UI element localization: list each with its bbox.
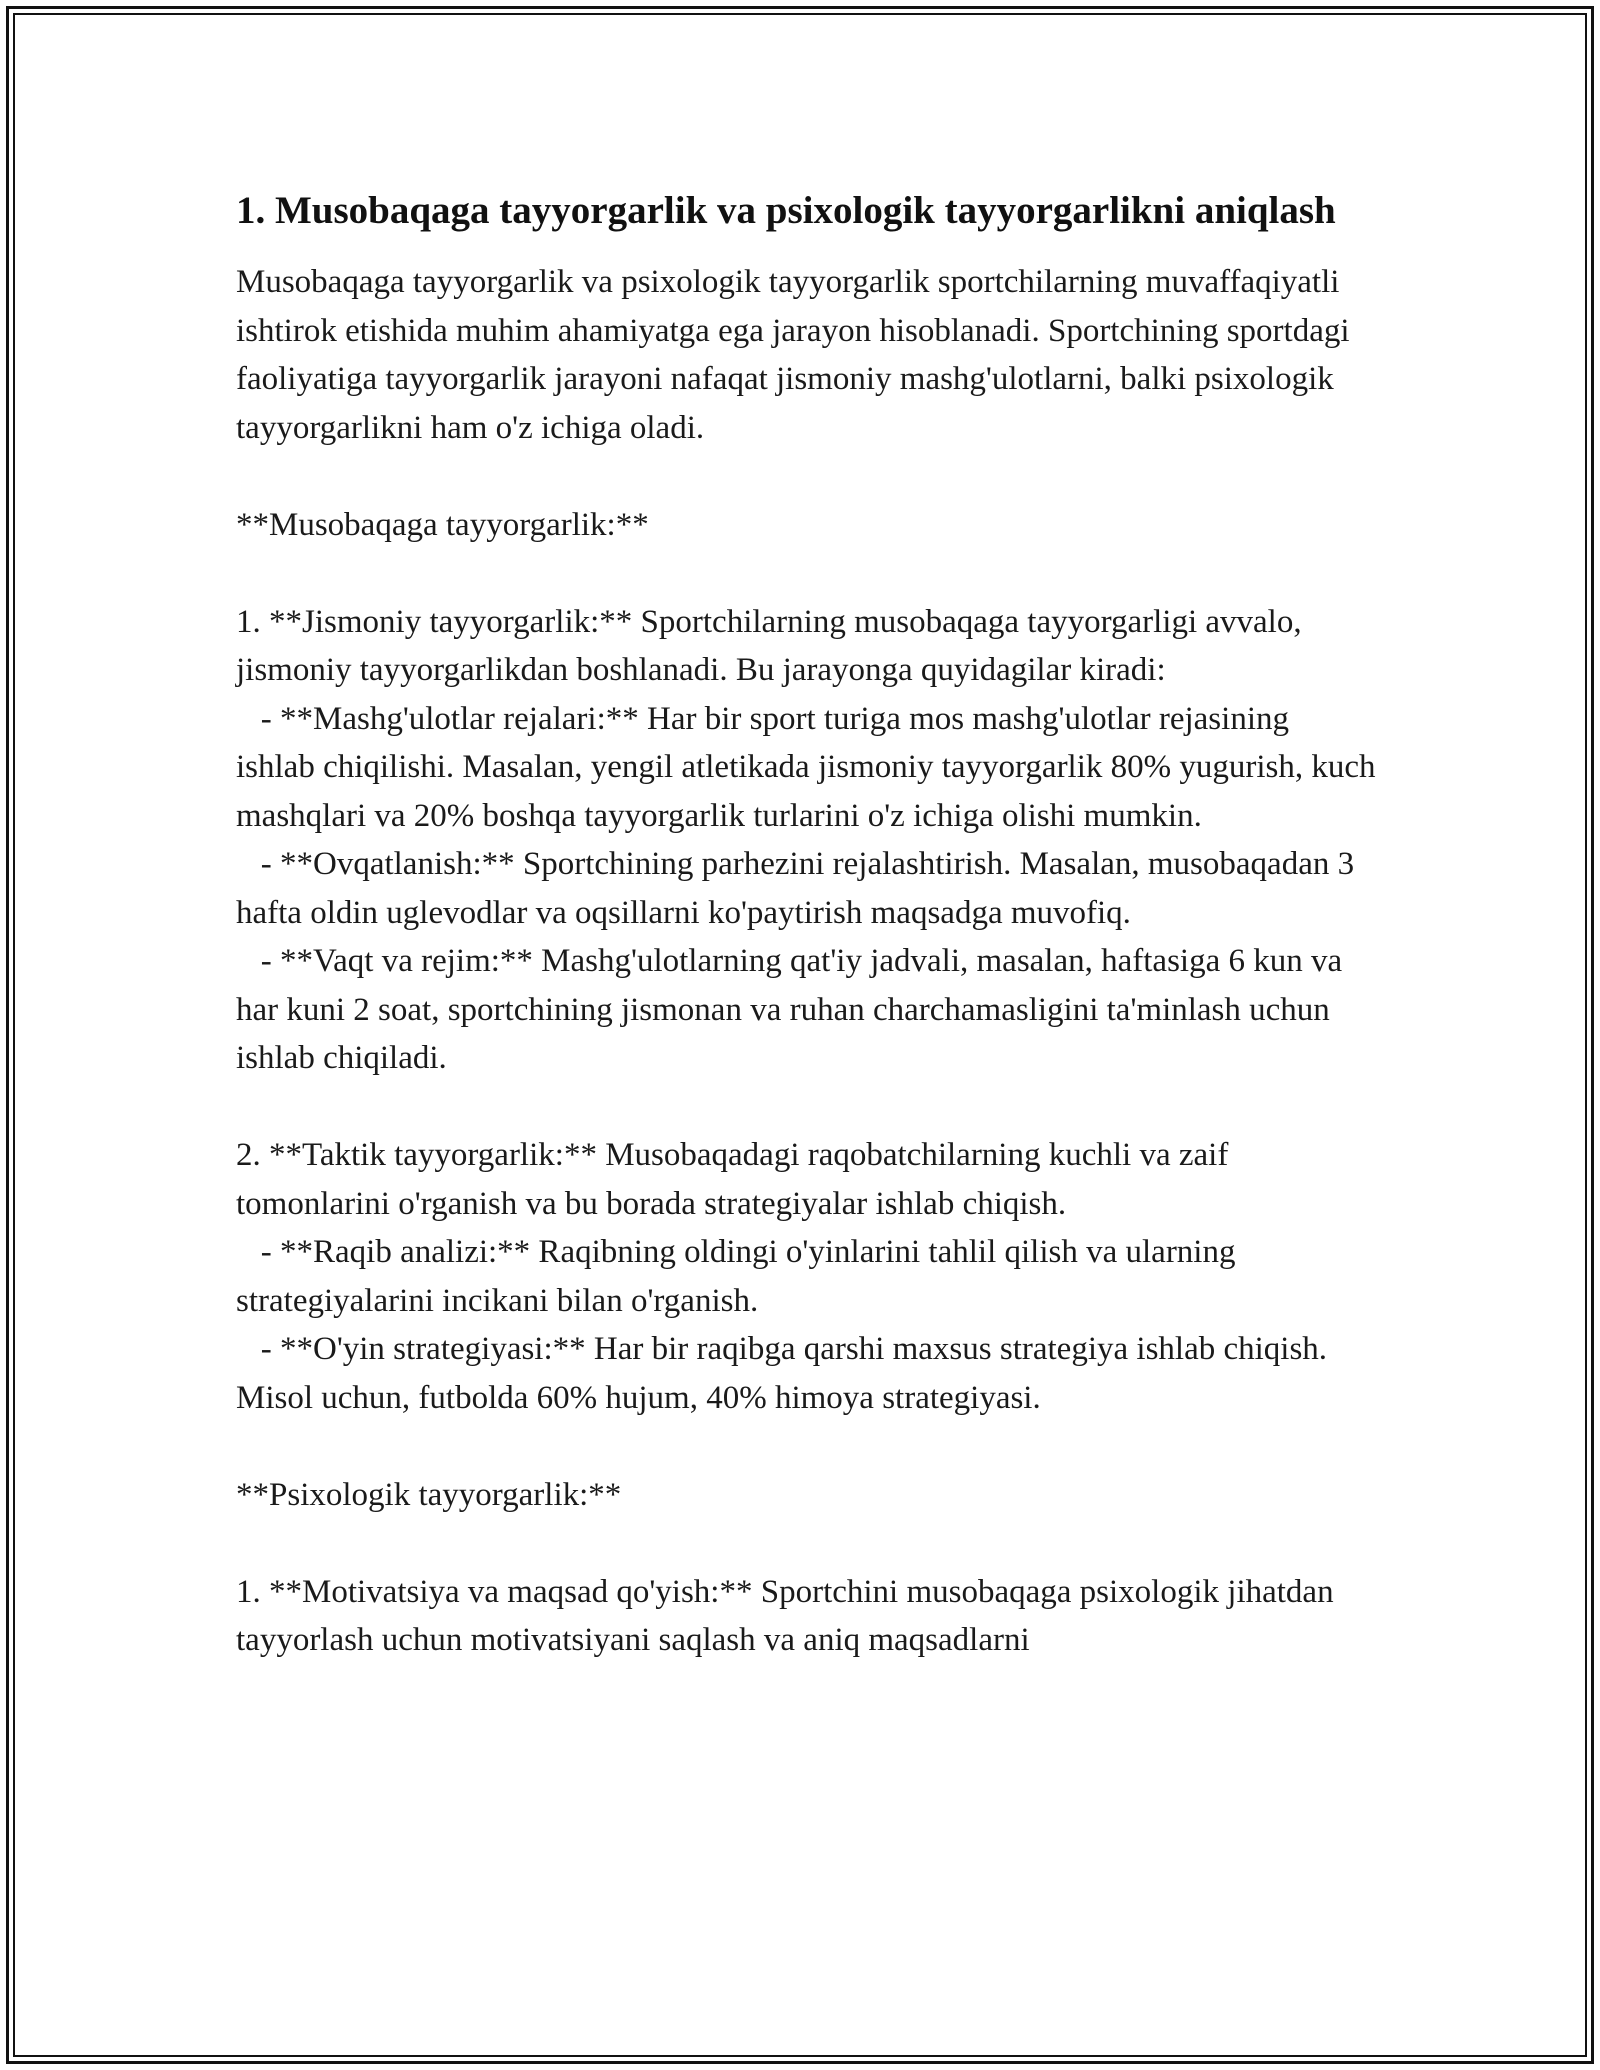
sub-item-nutrition: - **Ovqatlanish:** Sportchining parhezini rejalashtirish. Masalan, musobaqadan 3 hafta oldin uglevodlar va oqsillarni ko'paytirish maqsadga muvofiq. — [236, 846, 1363, 931]
spacer — [236, 1083, 1376, 1132]
section-heading-preparation: **Musobaqaga tayyorgarlik:** — [236, 506, 649, 543]
sub-item-opponent-analysis: - **Raqib analizi:** Raqibning oldingi o'yinlarini tahlil qilish va ularning strategiyalarini incikani bilan o'rganish. — [236, 1234, 1244, 1319]
spacer — [236, 1519, 1376, 1568]
document-body — [236, 184, 1384, 1665]
sub-item-schedule: - **Vaqt va rejim:** Mashg'ulotlarning qat'iy jadvali, masalan, haftasiga 6 kun va har kuni 2 soat, sportchining jismonan va ruhan charchamasligini ta'minlash uchun ishlab chiqiladi. — [236, 943, 1351, 1076]
intro-paragraph: Musobaqaga tayyorgarlik va psixologik tayyorgarlik sportchilarning muvaffaqiyatli ishtirok etishida muhim ahamiyatga ega jarayon hisoblanadi. Sportchining sportdagi faoliyatiga tayyorgarlik jarayoni nafaqat jismoniy mashg'ulotlarni, balki psixologik tayyorgarlikni ham o'z ichiga oladi. — [236, 264, 1358, 446]
document-title: 1. Musobaqaga tayyorgarlik va psixologik tayyorgarlikni aniqlash — [236, 189, 1336, 232]
list-item-motivation: 1. **Motivatsiya va maqsad qo'yish:** Sportchini musobaqaga psixologik jihatdan tayyorlash uchun motivatsiyani saqlash va aniq maqsadlarni — [236, 1573, 1342, 1658]
list-item-tactical: 2. **Taktik tayyorgarlik:** Musobaqadagi raqobatchilarning kuchli va zaif tomonlarini o'rganish va bu borada strategiyalar ishlab chiqish. — [236, 1137, 1237, 1222]
sub-item-game-strategy: - **O'yin strategiyasi:** Har bir raqibga qarshi maxsus strategiya ishlab chiqish. Misol uchun, futbolda 60% hujum, 40% himoya strategiyasi. — [236, 1331, 1336, 1416]
list-item-physical: 1. **Jismoniy tayyorgarlik:** Sportchilarning musobaqaga tayyorgarligi avvalo, jismoniy tayyorgarlikdan boshlanadi. Bu jarayonga quyidagilar kiradi: — [236, 603, 1310, 688]
spacer — [236, 452, 1376, 501]
spacer — [236, 549, 1376, 598]
section-heading-psychological: **Psixologik tayyorgarlik:** — [236, 1476, 622, 1513]
spacer — [236, 1422, 1376, 1471]
sub-item-training-plans: - **Mashg'ulotlar rejalari:** Har bir sport turiga mos mashg'ulotlar rejasining ishlab chiqilishi. Masalan, yengil atletikada jismoniy tayyorgarlik 80% yugurish, kuch mashqlari va 20% boshqa tayyorgarlik turlarini o'z ichiga olishi mumkin. — [236, 700, 1384, 834]
